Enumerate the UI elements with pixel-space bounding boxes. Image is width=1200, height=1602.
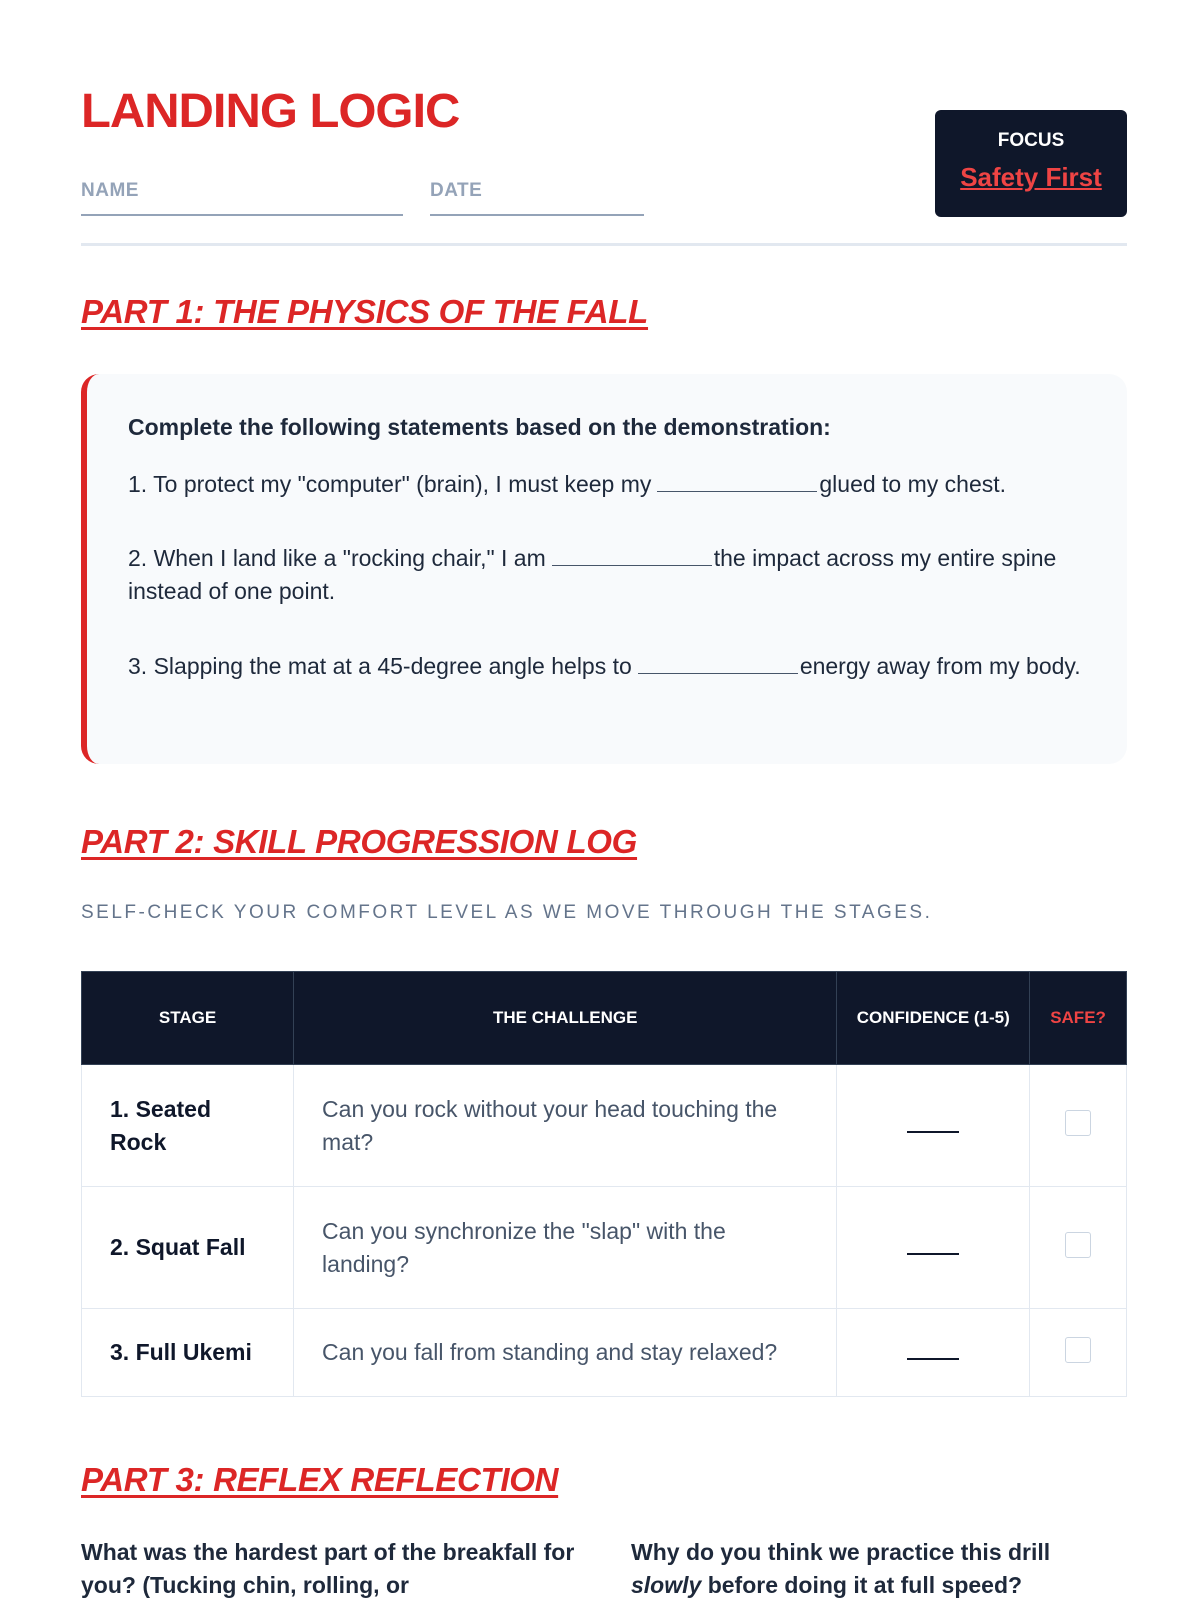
safe-checkbox[interactable] [1065, 1337, 1091, 1363]
confidence-cell[interactable] [837, 1065, 1030, 1187]
statement-3 [128, 650, 1088, 683]
safe-cell [1030, 1309, 1127, 1397]
question-2-after: before doing it at full speed? [707, 1572, 1023, 1598]
part2-subtitle: SELF-CHECK YOUR COMFORT LEVEL AS WE MOVE THROUGH THE STAGES. [81, 902, 933, 923]
statement-2-blank[interactable] [552, 543, 712, 566]
safe-checkbox[interactable] [1065, 1232, 1091, 1258]
question-2-before: Why do you think we practice this drill [631, 1539, 1051, 1565]
stage-cell: 1. Seated Rock [82, 1065, 294, 1187]
column-header-safe: SAFE? [1030, 972, 1127, 1065]
statement-2-after: the impact across my entire spine instead of one point. [128, 545, 1057, 604]
statement-1-before: 1. To protect my "computer" (brain), I must keep my [128, 471, 652, 497]
date-label: DATE [430, 180, 483, 201]
reflection-question-1: What was the hardest part of the breakfall for you? (Tucking chin, rolling, or [81, 1539, 575, 1598]
date-field[interactable] [430, 172, 644, 216]
statements-instruction: Complete the following statements based on the demonstration: [128, 414, 831, 440]
table-row [82, 1309, 1127, 1397]
challenge-cell: Can you synchronize the "slap" with the landing? [294, 1187, 837, 1309]
page-title: LANDING LOGIC [81, 85, 460, 138]
confidence-blank[interactable] [907, 1117, 959, 1133]
safe-cell [1030, 1187, 1127, 1309]
statement-1-blank[interactable] [657, 469, 817, 492]
part3-title: PART 3: REFLEX REFLECTION [81, 1461, 559, 1498]
focus-badge [935, 110, 1127, 217]
reflection-question-2 [631, 1536, 1111, 1602]
statement-1-after: glued to my chest. [819, 471, 1007, 497]
confidence-cell[interactable] [837, 1309, 1030, 1397]
table-row [82, 1065, 1127, 1187]
confidence-cell[interactable] [837, 1187, 1030, 1309]
table-row [82, 1187, 1127, 1309]
challenge-cell: Can you rock without your head touching the mat? [294, 1065, 837, 1187]
focus-label: FOCUS [997, 130, 1065, 151]
column-header-challenge: THE CHALLENGE [294, 972, 837, 1065]
statement-3-after: energy away from my body. [799, 653, 1081, 679]
safe-checkbox[interactable] [1065, 1110, 1091, 1136]
confidence-blank[interactable] [907, 1239, 959, 1255]
statement-3-before: 3. Slapping the mat at a 45-degree angle helps to [128, 653, 632, 679]
skill-progression-table [81, 971, 1127, 1397]
table-header-row [82, 972, 1127, 1065]
statement-3-blank[interactable] [638, 651, 798, 674]
statement-2 [128, 542, 1088, 608]
name-label: NAME [81, 180, 139, 201]
header-divider [81, 243, 1127, 246]
challenge-cell: Can you fall from standing and stay relaxed? [294, 1309, 837, 1397]
statements-panel [81, 374, 1127, 764]
part2-title: PART 2: SKILL PROGRESSION LOG [81, 823, 638, 860]
stage-cell: 2. Squat Fall [82, 1187, 294, 1309]
focus-value: Safety First [960, 162, 1102, 192]
statement-1 [128, 468, 1088, 501]
column-header-confidence: CONFIDENCE (1-5) [837, 972, 1030, 1065]
part1-title: PART 1: THE PHYSICS OF THE FALL [81, 293, 649, 330]
stage-cell: 3. Full Ukemi [82, 1309, 294, 1397]
column-header-stage: STAGE [82, 972, 294, 1065]
statement-2-before: 2. When I land like a "rocking chair," I am [128, 545, 546, 571]
safe-cell [1030, 1065, 1127, 1187]
question-2-emphasis: slowly [631, 1572, 702, 1598]
confidence-blank[interactable] [907, 1344, 959, 1360]
name-field[interactable] [81, 172, 403, 216]
